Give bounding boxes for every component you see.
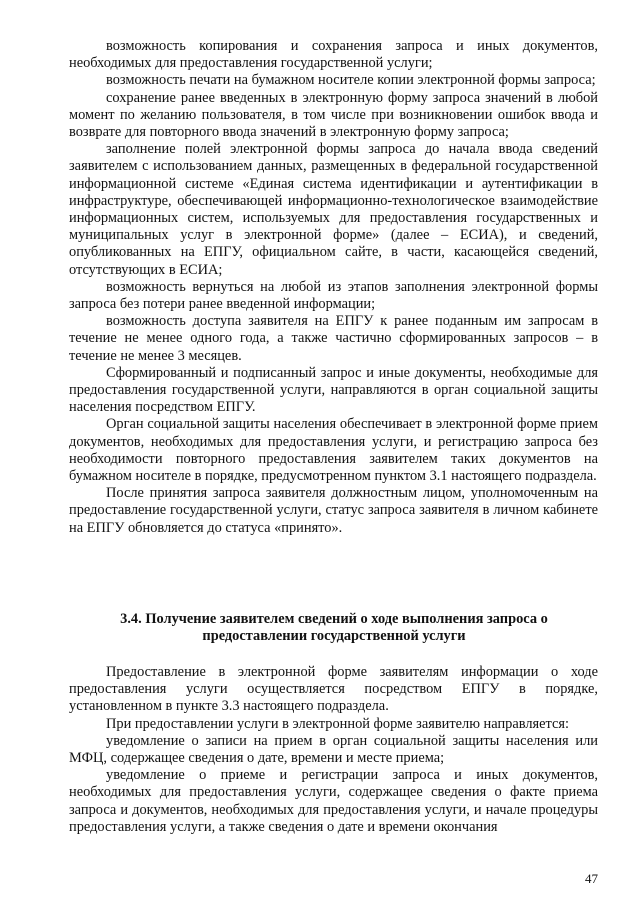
paragraph: уведомление о приеме и регистрации запроса и иных документов, необходимых для предоставления услуги, содержащее сведения о факте приема запроса и документов, необходимых для предоставления услуги, и начале процедуры предоставления услуги, а также сведения о дате и времени окончания xyxy=(69,767,598,835)
section-heading-block xyxy=(100,611,568,645)
paragraph: Орган социальной защиты населения обеспечивает в электронной форме прием документов, необходимых для предоставления услуги, и регистрацию запроса без необходимости повторного предоставления заявителем таких документов на бумажном носителе в порядке, предусмотренном пунктом 3.1 настоящего подраздела. xyxy=(69,416,598,485)
paragraph: Сформированный и подписанный запрос и иные документы, необходимые для предоставления государственной услуги, направляются в орган социальной защиты населения посредством ЕПГУ. xyxy=(69,364,598,416)
page-number: 47 xyxy=(585,871,598,886)
paragraph: возможность доступа заявителя на ЕПГУ к ранее поданным им запросам в течение не менее одного года, а также частично сформированных запросов – в течение не менее 3 месяцев. xyxy=(69,313,598,364)
paragraph: уведомление о записи на прием в орган социальной защиты населения или МФЦ, содержащее сведения о дате, времени и месте приема; xyxy=(69,732,598,767)
section-heading: 3.4. Получение заявителем сведений о ходе выполнения запроса о предоставлении государственной услуги xyxy=(120,611,548,645)
paragraph: заполнение полей электронной формы запроса до начала ввода сведений заявителем с использованием данных, размещенных в федеральной государственной информационной системе «Единая система идентификации и аутентификации в инфраструктуре, обеспечивающей информационно-технологическое взаимодействие информационных систем, используемых для предоставления государственных и муниципальных услуг в электронной форме» (далее – ЕСИА), и сведений, опубликованных на ЕПГУ, официальном сайте, в части, касающейся сведений, отсутствующих в ЕСИА; xyxy=(69,141,598,278)
paragraph: Предоставление в электронной форме заявителям информации о ходе предоставления услуги осуществляется посредством ЕПГУ в порядке, установленном в пункте 3.3 настоящего подраздела. xyxy=(69,664,598,715)
paragraph: После принятия запроса заявителя должностным лицом, уполномоченным на предоставление государственной услуги, статус запроса заявителя в личном кабинете на ЕПГУ обновляется до статуса «принято». xyxy=(69,485,598,536)
paragraph: возможность печати на бумажном носителе копии электронной формы запроса; xyxy=(106,72,596,89)
paragraph: возможность копирования и сохранения запроса и иных документов, необходимых для предоставления государственной услуги; xyxy=(69,38,598,72)
bottom-paragraphs xyxy=(69,664,598,836)
paragraph: При предоставлении услуги в электронной форме заявителю направляется: xyxy=(106,715,569,732)
top-paragraphs xyxy=(69,38,598,537)
paragraph: возможность вернуться на любой из этапов заполнения электронной формы запроса без потери ранее введенной информации; xyxy=(69,278,598,313)
paragraph: сохранение ранее введенных в электронную форму запроса значений в любой момент по желанию пользователя, в том числе при возникновении ошибок ввода и возврате для повторного ввода значений в электронную форму запроса; xyxy=(69,89,598,141)
